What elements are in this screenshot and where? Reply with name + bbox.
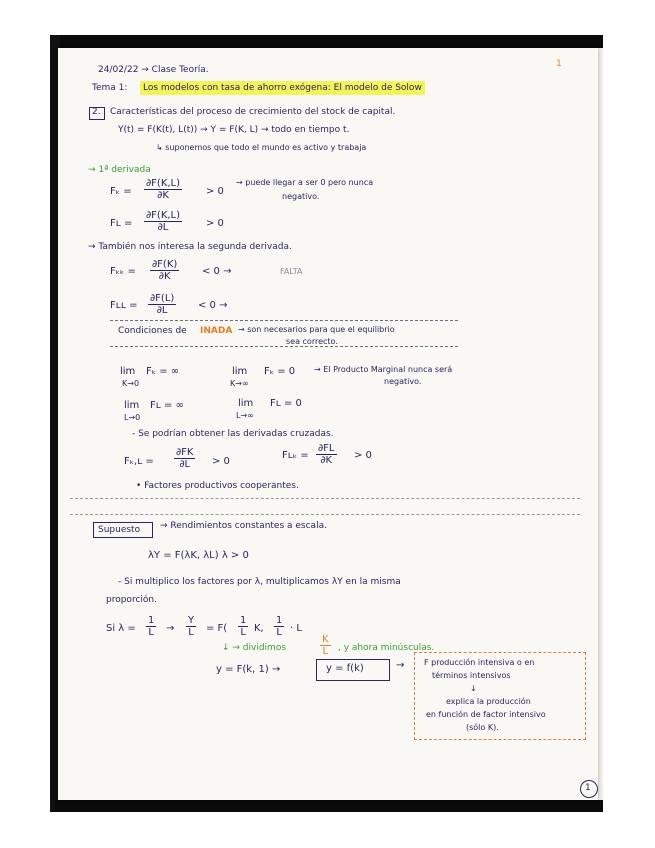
intensive-lhs: y = F(k, 1) →: [216, 664, 281, 675]
fk-denominator: ∂K: [157, 190, 169, 201]
intensive-note-line4: explica la producción: [446, 697, 531, 706]
lambda-numerator: 1: [148, 615, 155, 626]
constant-returns-equation: λY = F(λK, λL) λ > 0: [148, 550, 249, 561]
missing-label: FALTA: [280, 267, 303, 276]
intensive-note-line2: términos intensivos: [432, 671, 511, 680]
constant-returns-text: → Rendimientos constantes a escala.: [160, 521, 327, 531]
divide-note-post: , y ahora minúsculas.: [338, 643, 435, 653]
k-over-l-fraction: [320, 634, 331, 658]
limit1-lim: lim: [120, 366, 136, 377]
cross1-lhs: Fₖ,ʟ =: [124, 456, 154, 467]
cross2-numerator: ∂FL: [318, 443, 335, 454]
cross-derivatives-note: - Se podrían obtener las derivadas cruzadas.: [132, 429, 334, 439]
topic-label: Tema 1:: [92, 83, 128, 93]
section-title: Características del proceso de crecimiento del stock de capital.: [110, 107, 396, 117]
intensive-note-line6: (sólo K).: [466, 723, 499, 732]
cross2-denominator: ∂K: [320, 455, 333, 466]
intensive-arrow: →: [396, 660, 405, 671]
cross2-fraction: [316, 443, 337, 467]
inada-box-bottom: [110, 346, 458, 347]
limit1-expr: Fₖ = ∞: [146, 366, 180, 377]
inada-name: INADA: [200, 326, 233, 336]
cross1-fraction: [174, 447, 195, 471]
limit2-expr: Fₖ = 0: [264, 366, 296, 377]
l-coef-fraction: [274, 615, 284, 639]
date-line: 24/02/22 → Clase Teoría.: [98, 65, 209, 75]
topic-title: Los modelos con tasa de ahorro exógena: El modelo de Solow: [140, 81, 425, 95]
fkk-rhs: < 0 →: [202, 266, 232, 277]
fl-denominator: ∂L: [157, 222, 169, 233]
lambda-fraction: [146, 615, 156, 639]
corner-mark: 1: [556, 59, 562, 69]
fk-lhs: Fₖ =: [110, 186, 132, 197]
limit4-sub: L→∞: [236, 411, 254, 420]
multiply-factors-line1: - Si multiplico los factores por λ, multiplicamos λY en la misma: [118, 577, 401, 587]
y-numerator: Y: [188, 615, 195, 626]
fkk-lhs: Fₖₖ =: [110, 266, 136, 277]
limit2-sub: K→∞: [230, 379, 249, 388]
y-denominator: L: [188, 627, 194, 638]
inada-post-line1: → son necesarios para que el equilibrio: [238, 325, 395, 334]
limit1-sub: K→0: [122, 379, 140, 388]
section-divider-lower: [70, 514, 580, 515]
second-derivative-heading: → También nos interesa la segunda derivada.: [88, 242, 292, 252]
fkk-fraction: [150, 259, 179, 283]
limit2-note-line1: → El Producto Marginal nunca será: [314, 365, 453, 374]
lambda-denominator: L: [148, 627, 154, 638]
k-comma: K,: [254, 623, 264, 634]
fk-note-line2: negativo.: [282, 192, 320, 201]
divide-note-pre: ↓ → dividimos: [222, 643, 287, 653]
fk-rhs: > 0: [206, 186, 224, 197]
k-coef-numerator: 1: [240, 615, 247, 626]
fk-numerator: ∂F(K,L): [146, 178, 181, 189]
fll-numerator: ∂F(L): [150, 293, 175, 304]
lambda-arrow: →: [166, 623, 175, 634]
limit3-sub: L→0: [124, 413, 141, 422]
cross1-rhs: > 0: [212, 456, 230, 467]
l-close: · L: [290, 623, 302, 634]
intensive-note-line5: en función de factor intensivo: [426, 710, 546, 719]
fl-fraction: [144, 210, 182, 234]
y-per-l-fraction: [186, 615, 196, 639]
l-coef-numerator: 1: [276, 615, 283, 626]
section-number: 2.: [92, 107, 101, 117]
first-derivative-heading: → 1ª derivada: [88, 165, 151, 175]
inada-post-line2: sea correcto.: [286, 337, 338, 346]
cooperating-factors: • Factores productivos cooperantes.: [136, 481, 299, 491]
cross2-rhs: > 0: [354, 450, 372, 461]
assumption-label: Supuesto: [98, 525, 141, 535]
k-coef-denominator: L: [240, 627, 246, 638]
page-number: 1: [585, 783, 591, 793]
intensive-note-line3: ↓: [470, 684, 477, 693]
lambda-si: Si λ =: [106, 623, 136, 634]
fll-fraction: [148, 293, 176, 317]
equals-f-open: = F(: [206, 623, 228, 634]
fk-note-line1: → puede llegar a ser 0 pero nunca: [236, 178, 374, 187]
inada-pre: Condiciones de: [118, 326, 187, 336]
k-over-l-denominator: L: [322, 646, 329, 657]
fl-lhs: Fʟ =: [110, 218, 133, 229]
k-coef-fraction: [238, 615, 248, 639]
limit3-lim: lim: [124, 400, 140, 411]
limit2-lim: lim: [232, 366, 248, 377]
fk-fraction: [144, 178, 182, 202]
assumption-note: ↳ suponemos que todo el mundo es activo y trabaja: [156, 143, 367, 152]
limit2-note-line2: negativo.: [384, 377, 422, 386]
equation-production: Y(t) = F(K(t), L(t)) → Y = F(K, L) → todo en tiempo t.: [118, 125, 350, 135]
inada-box-top: [110, 320, 458, 321]
limit4-expr: Fʟ = 0: [270, 398, 302, 409]
fll-denominator: ∂L: [156, 305, 168, 316]
fll-lhs: Fʟʟ =: [110, 300, 138, 311]
intensive-note-line1: F producción intensiva o en: [424, 658, 535, 667]
k-over-l-numerator: K: [322, 634, 329, 645]
fkk-numerator: ∂F(K): [152, 259, 178, 270]
cross2-lhs: Fʟₖ =: [282, 450, 309, 461]
intensive-form: y = f(k): [326, 663, 364, 674]
limit3-expr: Fʟ = ∞: [150, 400, 184, 411]
section-divider-upper: [70, 498, 580, 499]
cross1-numerator: ∂FK: [176, 447, 194, 458]
cross1-denominator: ∂L: [179, 459, 191, 470]
multiply-factors-line2: proporción.: [106, 595, 157, 605]
l-coef-denominator: L: [276, 627, 282, 638]
fkk-denominator: ∂K: [158, 271, 171, 282]
fl-rhs: > 0: [206, 218, 224, 229]
photo-shadow-bottom: [55, 800, 603, 812]
fl-numerator: ∂F(K,L): [146, 210, 181, 221]
fll-rhs: < 0 →: [198, 300, 228, 311]
limit4-lim: lim: [238, 398, 254, 409]
